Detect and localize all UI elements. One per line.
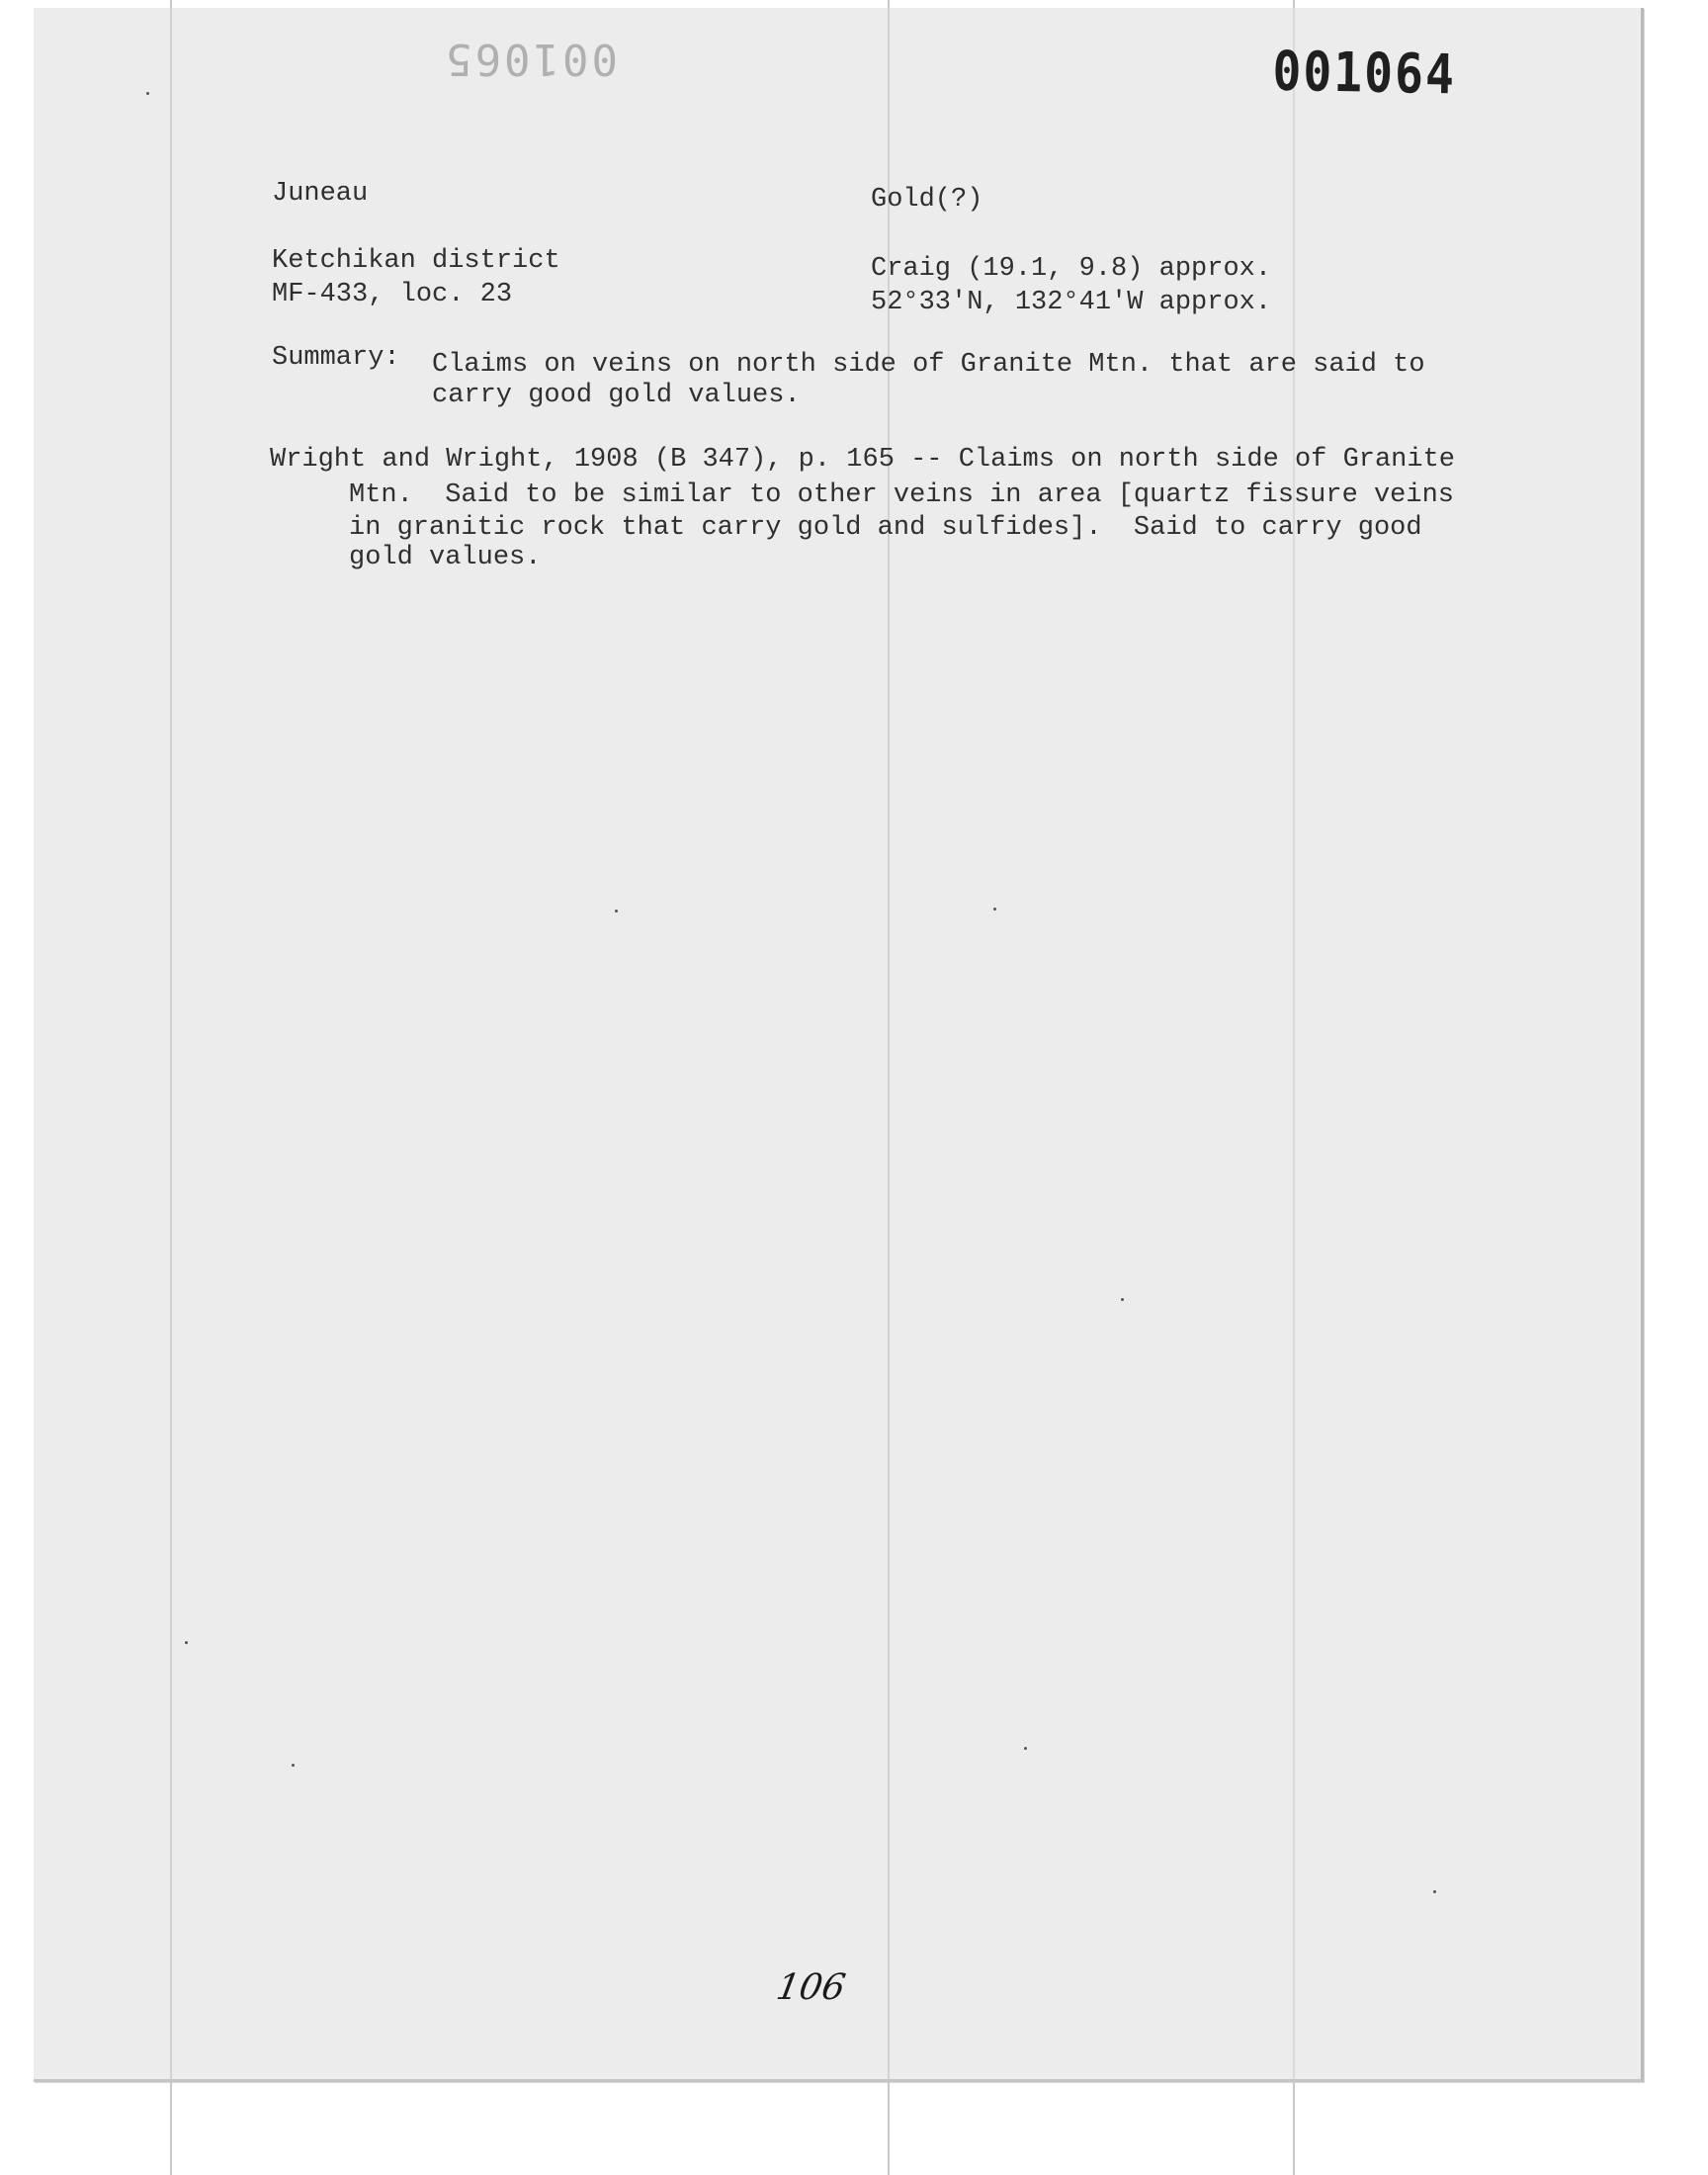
handwritten-page-number: 106	[773, 1967, 849, 2008]
map-reference-label: MF-433, loc. 23	[272, 280, 513, 309]
stamped-document-number: 001064	[1272, 40, 1457, 108]
reference-line: gold values.	[349, 543, 542, 572]
district-label: Ketchikan district	[272, 246, 560, 276]
scan-speck	[1024, 1747, 1027, 1750]
summary-line: Claims on veins on north side of Granite Mtn. that are said to	[432, 350, 1425, 380]
summary-label: Summary:	[272, 343, 400, 373]
reference-line: in granitic rock that carry gold and sulfides]. Said to carry good	[349, 513, 1422, 543]
scan-artifact-line	[170, 0, 172, 2175]
scan-speck	[615, 910, 618, 913]
commodity-label: Gold(?)	[871, 185, 983, 215]
coordinates: 52°33'N, 132°41'W approx.	[871, 288, 1272, 317]
bleed-through-number: 001065	[443, 34, 618, 84]
scan-speck	[1121, 1298, 1124, 1301]
scan-speck	[185, 1641, 188, 1644]
reference-line: Wright and Wright, 1908 (B 347), p. 165 -- Claims on north side of Granite	[270, 445, 1455, 475]
scan-artifact-line	[888, 0, 890, 2175]
scan-speck	[146, 92, 149, 95]
summary-line: carry good gold values.	[432, 381, 801, 410]
reference-line: Mtn. Said to be similar to other veins in area [quartz fissure veins	[349, 480, 1454, 510]
scan-speck	[292, 1764, 295, 1767]
region-label: Juneau	[272, 179, 369, 209]
document-sheet	[34, 8, 1644, 2082]
scan-speck	[993, 908, 996, 911]
quadrangle-location: Craig (19.1, 9.8) approx.	[871, 254, 1272, 284]
scan-speck	[1433, 1890, 1436, 1893]
scan-artifact-line	[1293, 0, 1295, 2175]
